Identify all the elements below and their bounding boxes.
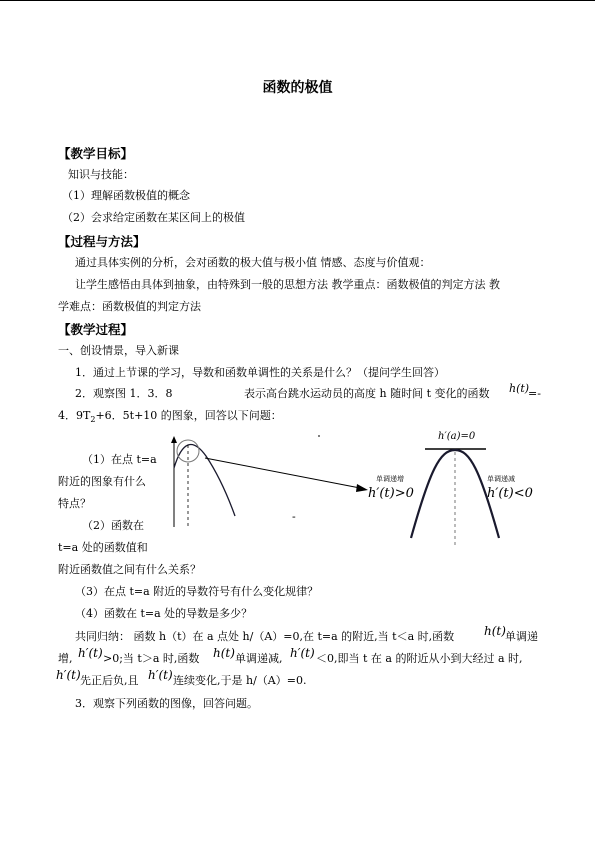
goals-item-1: （1）理解函数极值的概念 [62, 189, 190, 202]
process-question-2-formula: 4．$9T_2+6$．5t+10 的图象，回答以下问题： [58, 409, 282, 425]
page-title: 函数的极值 [262, 80, 333, 96]
stray-mark: - [292, 510, 296, 523]
process-part-1: 一、创设情景，导入新课 [58, 344, 179, 357]
function-h-symbol: h(t) [509, 382, 530, 395]
conclusion-line-1-end: 单调递 [505, 630, 538, 643]
section-heading-method: 【过程与方法】 [58, 234, 146, 249]
method-line-3: 学难点：函数极值的判定方法 [58, 300, 201, 313]
conclusion-line-1: 共同归纳： 函数 h（t）在 a 点处 h/（A）=0,在 t=a 的附近,当 t＜a 时,函数 [75, 630, 455, 643]
sub-question-2c: 附近函数值之间有什么关系？ [58, 563, 201, 576]
sub-question-1c: 特点？ [58, 497, 91, 510]
method-line-2: 让学生感悟由具体到抽象，由特殊到一般的思想方法 教学重点：函数极值的判定方法 教 [75, 278, 500, 291]
section-heading-process: 【教学过程】 [58, 322, 134, 337]
conclusion-line-3-end: 连续变化,于是 h/（A）=0. [173, 674, 307, 687]
conclusion-line-3-mid: 先正后负,且 [80, 674, 139, 687]
conclusion-line-2-mid: >0;当 t＞a 时,函数 [103, 652, 200, 665]
conclusion-line-2-end: ＜0,即当 t 在 a 的附近从小到大经过 a 时, [316, 652, 523, 665]
process-question-2-eq: =- [528, 387, 541, 400]
conclusion-line-2-start: 增, [58, 652, 73, 665]
conclusion-h-prime-3: h′(t) [56, 668, 81, 682]
goals-item-2: （2）会求给定函数在某区间上的极值 [62, 211, 245, 224]
page-top-rule [0, 0, 595, 1]
label-derivative-zero: h′(a)=0 [438, 431, 476, 442]
sub-question-3: （3）在点 t=a 附近的导数符号有什么变化规律？ [75, 585, 319, 598]
conclusion-line-2-mid2: 单调递减, [235, 652, 283, 665]
label-right-decreasing: 单调递减 [487, 475, 515, 483]
process-question-3: 3．观察下列函数的图像，回答问题。 [75, 697, 258, 710]
conclusion-h-prime-1: h′(t) [78, 646, 103, 660]
process-question-2-text: 表示高台跳水运动员的高度 h 随时间 t 变化的函数 [244, 387, 490, 400]
sub-question-2b: t=a 处的函数值和 [58, 541, 148, 554]
left-graph-highlight-circle [177, 440, 199, 462]
left-graph-curve [174, 444, 235, 516]
process-question-1: 1．通过上节课的学习，导数和函数单调性的关系是什么？（提问学生回答） [75, 366, 445, 379]
conclusion-h-prime-2: h′(t) [290, 646, 315, 660]
section-heading-goals: 【教学目标】 [58, 146, 134, 161]
sub-question-1a: （1）在点 t=a [82, 453, 157, 466]
zoom-arrow-head [356, 484, 368, 492]
label-left-derivative: h′(t)>0 [368, 486, 414, 501]
zoom-arrow-line [205, 458, 360, 488]
left-graph [171, 436, 235, 527]
process-question-2-start: 2．观察图 1．3．8 [75, 387, 173, 400]
goals-knowledge: 知识与技能： [68, 168, 134, 181]
label-left-increasing: 单调递增 [376, 475, 404, 483]
sub-question-4: （4）函数在 t=a 处的导数是多少？ [75, 607, 253, 620]
method-line-1: 通过具体实例的分析，会对函数的极大值与极小值 情感、态度与价值观： [75, 256, 431, 269]
conclusion-h-1: h(t) [484, 624, 506, 638]
conclusion-h-2: h(t) [213, 646, 235, 660]
label-right-derivative: h′(t)<0 [487, 486, 533, 501]
conclusion-h-prime-4: h′(t) [148, 668, 173, 682]
right-graph-curve [411, 450, 499, 538]
sub-question-1b: 附近的图象有什么 [58, 475, 146, 488]
left-graph-axis-arrow [171, 436, 177, 443]
right-graph [368, 431, 533, 545]
sub-question-2a: （2）函数在 [82, 519, 144, 532]
